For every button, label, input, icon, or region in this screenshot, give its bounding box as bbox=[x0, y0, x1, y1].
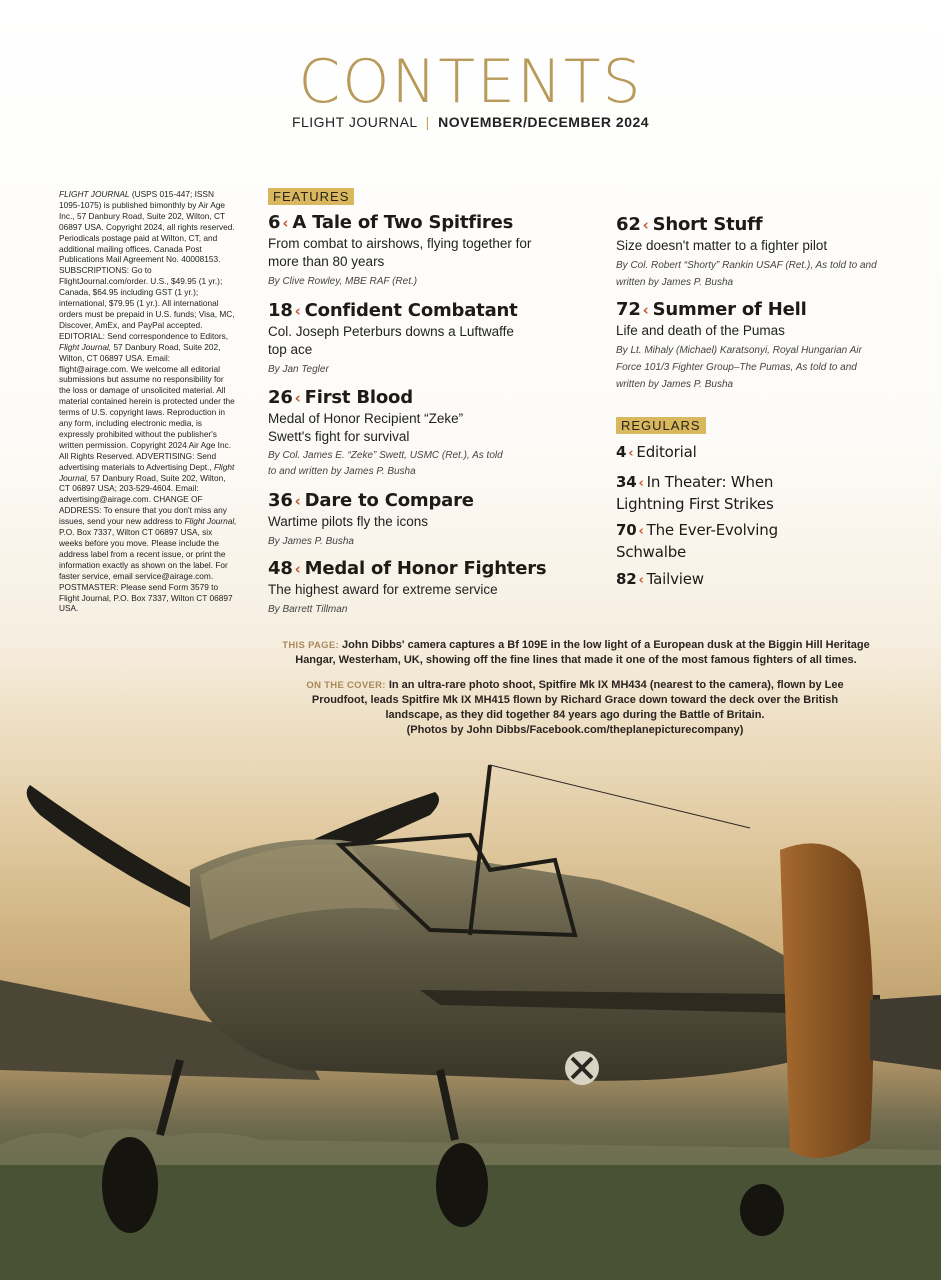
page-number: 6 bbox=[268, 212, 281, 233]
feature-title: Medal of Honor Fighters bbox=[304, 558, 547, 579]
pubinfo-text: (USPS 015-447; ISSN 1095-1075) is published bimonthly by Air Age Inc., 57 Danbury Road, Suite 202, Wilton, CT 06897 USA. Copyright 2024, all rights reserved. Periodicals postage paid at Wilton, CT, and additional mailing offices. Canada Post Publications Mail Agreement No. 40008153. SUBSCRIPTIONS: Go to FlightJournal.com/order. U.S., $49.95 (1 yr.); Canada, $64.95 including GST (1 yr.); international, $79.95 (1 yr.). All international orders must be prepaid in U.S. funds; Visa, MC, Discover, AmEx, and PayPal accepted. EDITORIAL: Send correspondence to Editors, bbox=[59, 189, 235, 341]
publication-info bbox=[59, 189, 237, 614]
feature-title: A Tale of Two Spitfires bbox=[292, 212, 514, 233]
propeller-blade bbox=[27, 785, 205, 910]
chevron-left-icon: ‹ bbox=[638, 573, 644, 588]
chevron-left-icon: ‹ bbox=[628, 446, 634, 461]
feature-byline: By Clive Rowley, MBE RAF (Ret.) bbox=[268, 276, 418, 287]
feature-entry[interactable] bbox=[268, 300, 518, 378]
feature-deck: From combat to airshows, flying together for more than 80 years bbox=[268, 236, 532, 269]
feature-deck: Life and death of the Pumas bbox=[616, 323, 785, 338]
regular-entry[interactable] bbox=[616, 520, 816, 562]
chevron-left-icon: ‹ bbox=[642, 301, 649, 319]
regular-entry[interactable] bbox=[616, 569, 816, 591]
pubinfo-italic: Flight Journal, bbox=[59, 461, 235, 483]
feature-heading bbox=[268, 490, 558, 512]
landing-gear-wheel bbox=[102, 1137, 158, 1233]
feature-title: Summer of Hell bbox=[652, 299, 807, 320]
feature-byline: By Lt. Mihaly (Michael) Karatsonyi, Royal Hungarian Air Force 101/3 Fighter Group–The Pumas, As told to and written by James P. Busha bbox=[616, 345, 862, 390]
page-number: 82 bbox=[616, 570, 637, 588]
feature-byline: By Jan Tegler bbox=[268, 364, 329, 375]
chevron-left-icon: ‹ bbox=[282, 214, 289, 232]
feature-entry[interactable] bbox=[268, 490, 558, 550]
regular-heading bbox=[616, 569, 816, 591]
feature-heading bbox=[268, 387, 508, 409]
feature-title: Confident Combatant bbox=[304, 300, 518, 321]
feature-title: Short Stuff bbox=[652, 214, 763, 235]
regular-entry[interactable] bbox=[616, 472, 816, 514]
chevron-left-icon: ‹ bbox=[638, 476, 644, 491]
feature-byline: By James P. Busha bbox=[268, 536, 354, 547]
feature-entry[interactable] bbox=[616, 214, 886, 291]
regular-heading bbox=[616, 442, 836, 464]
masthead-separator: | bbox=[425, 114, 430, 130]
feature-deck: Wartime pilots fly the icons bbox=[268, 514, 429, 529]
regular-title: Tailview bbox=[646, 570, 704, 588]
chevron-left-icon: ‹ bbox=[294, 389, 301, 407]
vertical-tail bbox=[780, 843, 873, 1158]
feature-deck: Medal of Honor Recipient “Zeke” Swett's fight for survival bbox=[268, 411, 464, 444]
regulars-section-label bbox=[616, 417, 706, 435]
this-page-text: John Dibbs' camera captures a Bf 109E in the low light of a European dusk at the Biggin Hill Heritage Hangar, Westerham, UK, showing off the fine lines that made it one of the most famous fighters of all times. bbox=[295, 639, 870, 666]
chevron-left-icon: ‹ bbox=[294, 560, 301, 578]
this-page-caption bbox=[276, 638, 876, 668]
cover-label: ON THE COVER: bbox=[306, 680, 386, 691]
regular-heading bbox=[616, 472, 816, 514]
feature-heading bbox=[616, 214, 886, 236]
cover-caption bbox=[290, 678, 860, 738]
page-number: 70 bbox=[616, 521, 637, 539]
page-number: 34 bbox=[616, 473, 637, 491]
feature-entry[interactable] bbox=[268, 558, 568, 618]
pubinfo-magazine-name: FLIGHT JOURNAL bbox=[59, 189, 130, 199]
feature-deck: Col. Joseph Peterburs downs a Luftwaffe top ace bbox=[268, 324, 514, 357]
regulars-tag: REGULARS bbox=[616, 417, 706, 434]
feature-heading bbox=[268, 558, 568, 580]
feature-byline: By Barrett Tillman bbox=[268, 604, 348, 615]
chevron-left-icon: ‹ bbox=[638, 524, 644, 539]
chevron-left-icon: ‹ bbox=[642, 216, 649, 234]
chevron-left-icon: ‹ bbox=[294, 302, 301, 320]
regular-title: Editorial bbox=[636, 443, 697, 461]
pubinfo-text: 57 Danbury Road, Suite 202, Wilton, CT 06897 USA. Email: flight@airage.com. We welcome all editorial submissions but assume no responsibility for the loss or damage of unsolicited material. All material contained herein is protected under the terms of U.S. copyright laws. Reproduction in any form, including electronic media, is expressly prohibited without the publisher's written permission. Copyright 2024 Air Age Inc. All Rights Reserved. ADVERTISING: Send advertising materials to Advertising Dept., bbox=[59, 341, 235, 472]
feature-deck: The highest award for extreme service bbox=[268, 582, 498, 597]
masthead bbox=[0, 114, 941, 130]
page-title: CONTENTS bbox=[298, 47, 643, 117]
pubinfo-italic: Flight Journal, bbox=[184, 516, 237, 527]
page-number: 62 bbox=[616, 214, 641, 235]
page-number: 18 bbox=[268, 300, 293, 321]
this-page-label: THIS PAGE: bbox=[282, 640, 339, 651]
feature-entry[interactable] bbox=[268, 212, 558, 290]
photo-credit: (Photos by John Dibbs/Facebook.com/theplanepicturecompany) bbox=[406, 724, 744, 736]
features-section-label bbox=[268, 188, 354, 206]
pubinfo-italic: Flight Journal, bbox=[59, 341, 112, 352]
page-number: 26 bbox=[268, 387, 293, 408]
page-number: 36 bbox=[268, 490, 293, 511]
regular-entry[interactable] bbox=[616, 442, 836, 464]
feature-entry[interactable] bbox=[268, 387, 508, 480]
cover-text: In an ultra-rare photo shoot, Spitfire Mk IX MH434 (nearest to the camera), flown by Lee Proudfoot, leads Spitfire Mk IX MH415 flown by Richard Grace down toward the deck over the British landscape, as they did together 84 years ago during the Battle of Britain. bbox=[311, 679, 844, 721]
antenna-wire bbox=[490, 765, 750, 828]
pubinfo-text: P.O. Box 7337, Wilton CT 06897 USA, six weeks before you move. Please include the address label from a recent issue, or print the information exactly as shown on the label. For faster service, email service@airage.com. POSTMASTER: Please send Form 3579 to Flight Journal, P.O. Box 7337, Wilton CT 06897 USA. bbox=[59, 527, 233, 614]
feature-title: First Blood bbox=[304, 387, 413, 408]
features-tag: FEATURES bbox=[268, 188, 354, 205]
tail-wheel bbox=[740, 1184, 784, 1236]
feature-heading bbox=[268, 212, 558, 234]
feature-heading bbox=[268, 300, 518, 322]
page-number: 48 bbox=[268, 558, 293, 579]
regular-title: The Ever-Evolving Schwalbe bbox=[616, 521, 778, 561]
feature-byline: By Col. Robert “Shorty” Rankin USAF (Ret.), As told to and written by James P. Busha bbox=[616, 260, 877, 288]
page-number: 4 bbox=[616, 443, 627, 461]
aircraft-photo bbox=[0, 740, 941, 1280]
regular-title: In Theater: When Lightning First Strikes bbox=[616, 473, 774, 513]
landing-gear-strut bbox=[440, 1070, 455, 1140]
magazine-name: FLIGHT JOURNAL bbox=[291, 114, 418, 130]
right-wing bbox=[870, 995, 941, 1070]
pubinfo-text: 57 Danbury Road, Suite 202, Wilton, CT 06897 USA; 203-529-4604. Email: advertising@airage.com. CHANGE OF ADDRESS: To ensure that you don't miss any issues, send your new address to bbox=[59, 472, 227, 527]
feature-heading bbox=[616, 299, 886, 321]
page-number: 72 bbox=[616, 299, 641, 320]
feature-title: Dare to Compare bbox=[304, 490, 474, 511]
feature-deck: Size doesn't matter to a fighter pilot bbox=[616, 238, 828, 253]
landing-gear-wheel bbox=[436, 1143, 488, 1227]
feature-entry[interactable] bbox=[616, 299, 886, 393]
issue-date: NOVEMBER/DECEMBER 2024 bbox=[438, 114, 650, 130]
chevron-left-icon: ‹ bbox=[294, 492, 301, 510]
regular-heading bbox=[616, 520, 816, 562]
feature-byline: By Col. James E. “Zeke” Swett, USMC (Ret.), As told to and written by James P. Busha bbox=[268, 450, 503, 477]
